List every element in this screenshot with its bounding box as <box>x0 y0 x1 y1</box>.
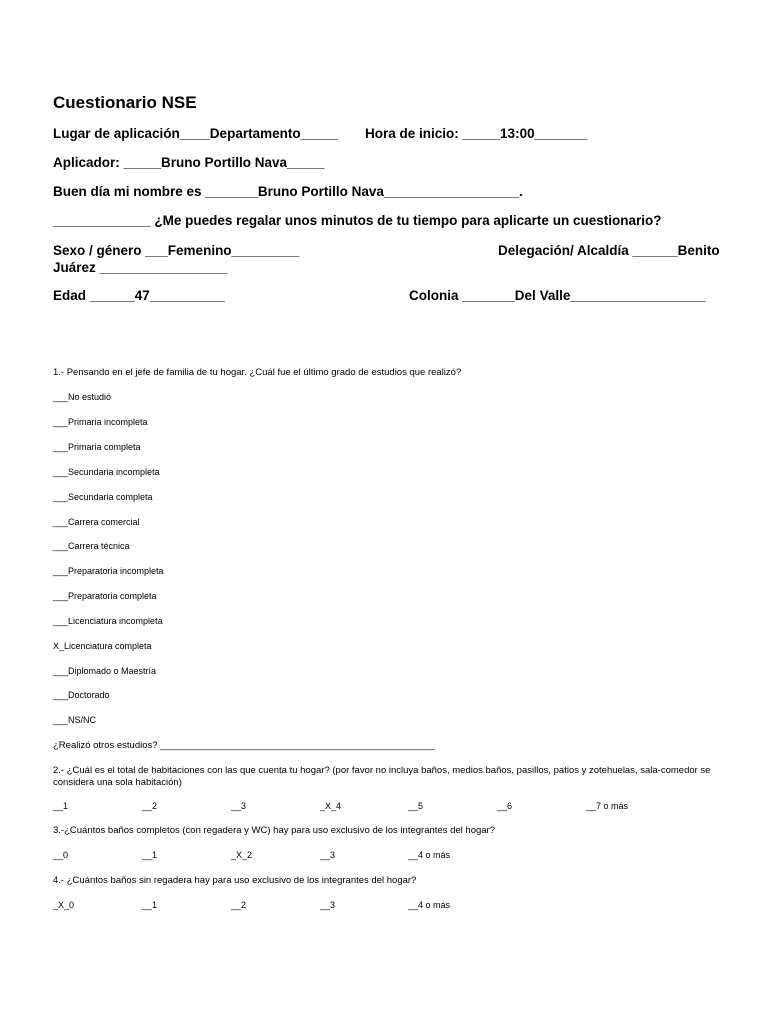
q2-option-selected: _X_4 <box>320 801 342 811</box>
q4-option: __1 <box>142 900 158 910</box>
q1-option-selected: X_Licenciatura completa <box>53 641 152 651</box>
q1-option: ___Preparatoria completa <box>53 591 157 601</box>
greeting-line: Buen día mi nombre es _______Bruno Portillo Nava__________________. <box>53 184 523 199</box>
q1-option: ___Carrera técnica <box>53 541 130 551</box>
q4-option-selected: _X_0 <box>53 900 75 910</box>
q1-option: ___NS/NC <box>53 715 97 725</box>
q2-option: __1 <box>53 801 69 811</box>
lugar-field: Lugar de aplicación____Departamento_____ <box>53 126 339 141</box>
q1-option: ___Preparatoria incompleta <box>53 566 164 576</box>
q1-option: ___Primaria completa <box>53 442 141 452</box>
q1-option: ___Licenciatura incompleta <box>53 616 163 626</box>
q3-option: __4 o más <box>408 850 451 860</box>
question-3: 3.-¿Cuántos baños completos (con regadera y WC) hay para uso exclusivo de los integrantes del hogar? <box>53 825 495 836</box>
q4-option: __3 <box>320 900 336 910</box>
q2-option: __3 <box>231 801 247 811</box>
q4-option: __2 <box>231 900 247 910</box>
q3-option-selected: _X_2 <box>231 850 253 860</box>
q4-option: __4 o más <box>408 900 451 910</box>
delegacion-field: Delegación/ Alcaldía ______Benito <box>498 243 720 258</box>
delegacion-continued: Juárez _________________ <box>53 260 228 275</box>
q2-option: __5 <box>408 801 424 811</box>
question-1: 1.- Pensando en el jefe de familia de tu hogar. ¿Cuál fue el último grado de estudios que realizó? <box>53 367 462 378</box>
page-title: Cuestionario NSE <box>53 93 197 112</box>
otros-estudios-line: ¿Realizó otros estudios? ____________________________________________________ <box>53 740 435 751</box>
q2-option: __2 <box>142 801 158 811</box>
aplicador-field: Aplicador: _____Bruno Portillo Nava_____ <box>53 155 325 170</box>
q3-option: __1 <box>142 850 158 860</box>
consent-line: _____________ ¿Me puedes regalar unos minutos de tu tiempo para aplicarte un cuestionario? <box>53 213 662 228</box>
q3-option: __0 <box>53 850 69 860</box>
q1-option: ___Diplomado o Maestría <box>53 666 157 676</box>
q3-option: __3 <box>320 850 336 860</box>
question-2: 2.- ¿Cuál es el total de habitaciones con las que cuenta tu hogar? (por favor no incluya baños, medios baños, pasillos, patios y zotehuelas, sala-comedor se considera una sola habitación) <box>53 765 711 788</box>
edad-field: Edad ______47__________ <box>53 288 225 303</box>
q2-option: __6 <box>497 801 513 811</box>
colonia-field: Colonia _______Del Valle__________________ <box>409 288 706 303</box>
q1-option: ___Secundaria completa <box>53 492 153 502</box>
q1-option: ___Carrera comercial <box>53 517 140 527</box>
q2-option: __7 o más <box>586 801 629 811</box>
sexo-field: Sexo / género ___Femenino_________ <box>53 243 300 258</box>
q1-option: ___Secundaria incompleta <box>53 467 160 477</box>
q1-option: ___No estudió <box>53 392 112 402</box>
q1-option: ___Doctorado <box>53 690 110 700</box>
q1-option: ___Primaria incompleta <box>53 417 148 427</box>
hora-field: Hora de inicio: _____13:00_______ <box>365 126 588 141</box>
question-4: 4.- ¿Cuántos baños sin regadera hay para uso exclusivo de los integrantes del hogar? <box>53 875 417 886</box>
